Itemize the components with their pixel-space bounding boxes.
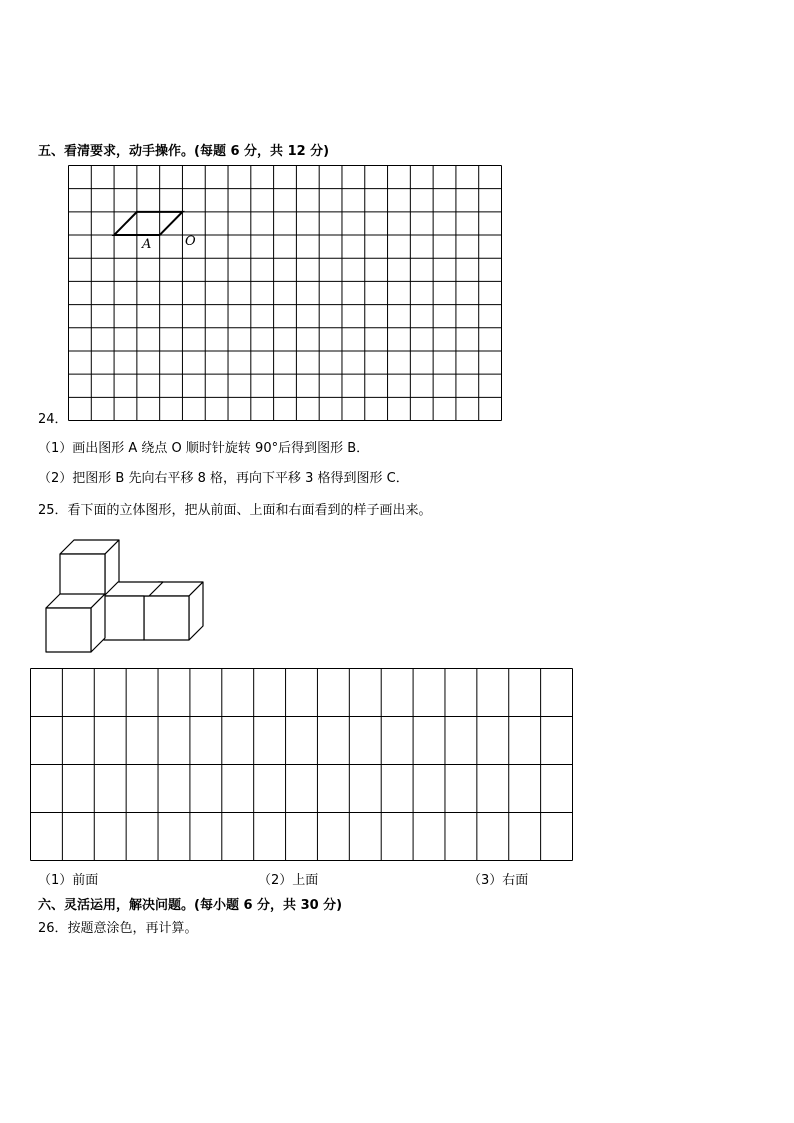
- q24-number: 24．: [38, 412, 68, 427]
- label-right-view: （3）右面: [468, 873, 529, 888]
- shape-a-label: A: [142, 237, 152, 252]
- section-5-heading: 五、看清要求，动手操作。(每题 6 分，共 12 分): [38, 144, 330, 159]
- point-o-label: O: [185, 234, 196, 249]
- label-top-view: （2）上面: [258, 873, 319, 888]
- q25-question: 25．看下面的立体图形，把从前面、上面和右面看到的样子画出来。: [38, 503, 432, 518]
- shape-a-parallelogram: [114, 212, 182, 235]
- label-front-view: （1）前面: [38, 873, 99, 888]
- cube-solid-figure: [44, 538, 214, 658]
- section-6-heading: 六、灵活运用，解决问题。(每小题 6 分，共 30 分): [38, 898, 343, 913]
- q24-sub-question-2: （2）把图形 B 先向右平移 8 格，再向下平移 3 格得到图形 C．: [38, 471, 409, 486]
- q25-answer-grid: [30, 668, 573, 861]
- q24-sub-question-1: （1）画出图形 A 绕点 O 顺时针旋转 90°后得到图形 B．: [38, 441, 370, 456]
- q26-question: 26．按题意涂色，再计算。: [38, 921, 198, 936]
- q24-grid: [68, 165, 502, 421]
